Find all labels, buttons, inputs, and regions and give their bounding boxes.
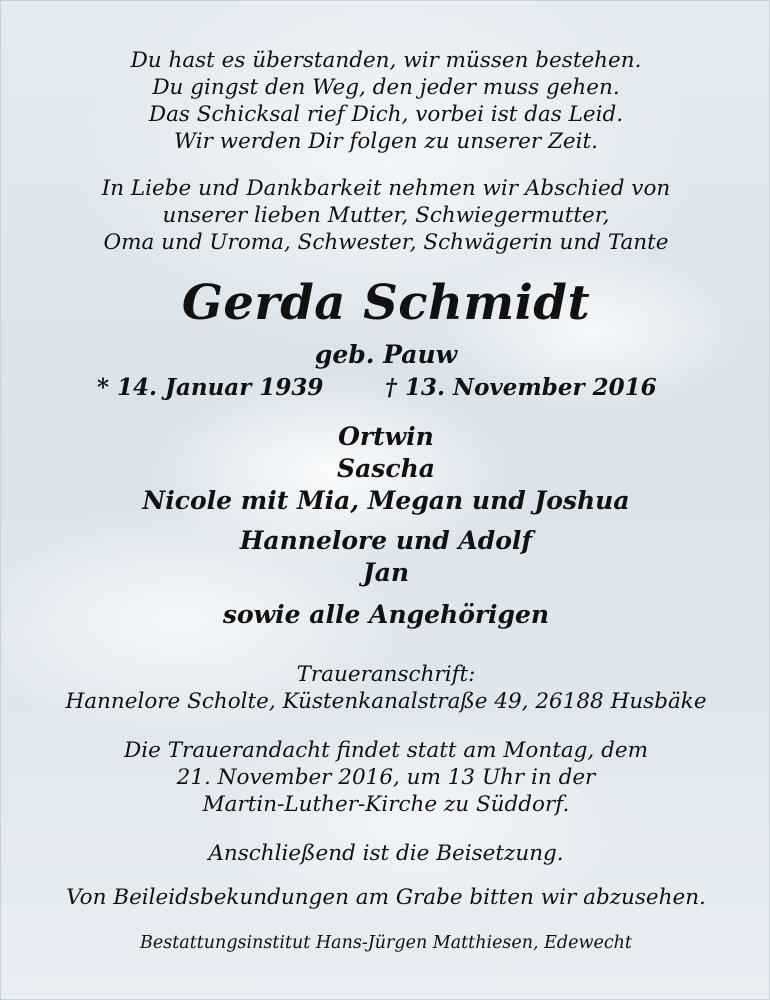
undertaker-line: Bestattungsinstitut Hans-Jürgen Matthiesen, Edewecht <box>140 933 632 953</box>
burial-note: Anschließend ist die Beisetzung. <box>208 841 564 866</box>
intro-line: In Liebe und Dankbarkeit nehmen wir Abschied von <box>101 176 671 201</box>
service-line: Die Trauerandacht findet statt am Montag, dem <box>124 738 648 763</box>
mourner: Nicole mit Mia, Megan und Joshua <box>142 486 630 515</box>
mourning-address <box>1 661 770 715</box>
intro-line: Oma und Uroma, Schwester, Schwägerin und Tante <box>103 230 669 255</box>
death-date: † 13. November 2016 <box>385 374 657 401</box>
mourner: Sascha <box>337 454 435 483</box>
intro-line: unserer lieben Mutter, Schwiegermutter, <box>162 203 610 228</box>
service-info <box>1 737 770 818</box>
other-relatives: sowie alle Angehörigen <box>222 600 550 629</box>
mourner: Ortwin <box>338 422 434 451</box>
verse-line: Du gingst den Weg, den jeder muss gehen. <box>152 75 620 100</box>
address-value: Hannelore Scholte, Küstenkanalstraße 49, 26188 Husbäke <box>65 689 707 714</box>
mourner: Jan <box>362 558 410 587</box>
verse-line: Wir werden Dir folgen zu unserer Zeit. <box>173 129 599 154</box>
memorial-verse <box>1 47 770 155</box>
maiden-name: geb. Pauw <box>314 340 458 369</box>
deceased-name: Gerda Schmidt <box>181 275 591 331</box>
mourner: Hannelore und Adolf <box>239 526 533 555</box>
mourners-list <box>1 421 770 589</box>
address-label: Traueranschrift: <box>296 662 476 687</box>
service-line: Martin-Luther-Kirche zu Süddorf. <box>202 792 570 817</box>
verse-line: Du hast es überstanden, wir müssen bestehen. <box>130 48 642 73</box>
condolence-note: Von Beileidsbekundungen am Grabe bitten wir abzusehen. <box>66 885 706 910</box>
birth-date: * 14. Januar 1939 <box>97 374 324 401</box>
service-line: 21. November 2016, um 13 Uhr in der <box>176 765 596 790</box>
verse-line: Das Schicksal rief Dich, vorbei ist das Leid. <box>148 102 624 127</box>
farewell-intro <box>1 175 770 256</box>
